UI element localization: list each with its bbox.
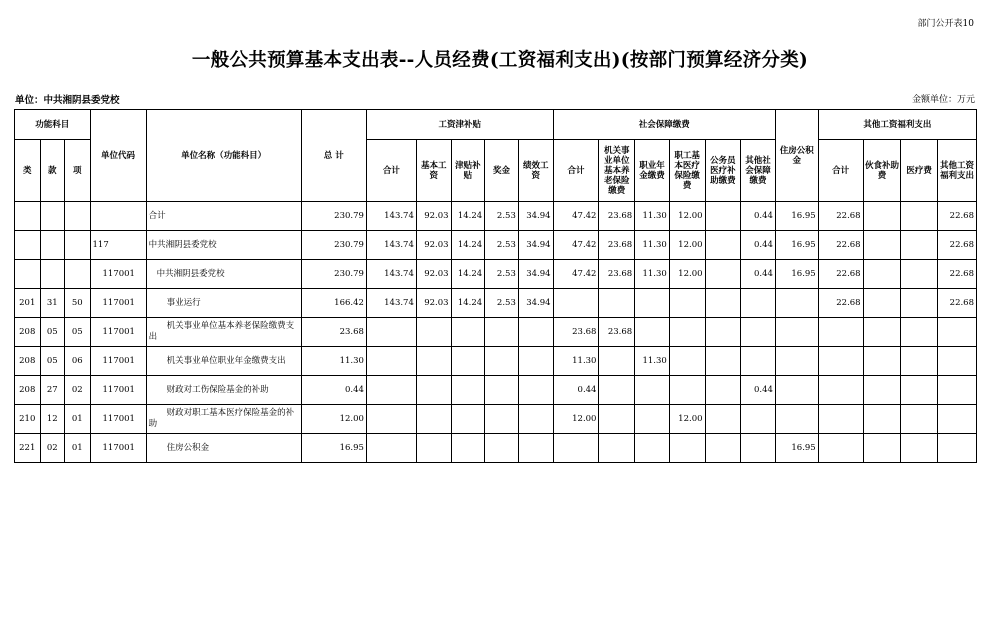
cell-civil-medical xyxy=(705,405,741,434)
header-social-total: 合计 xyxy=(553,140,599,202)
header-wage-total: 合计 xyxy=(366,140,416,202)
cell-allowance: 14.24 xyxy=(451,231,485,260)
cell-wage-total: 143.74 xyxy=(366,260,416,289)
header-total: 总 计 xyxy=(301,110,366,202)
cell-bonus xyxy=(485,405,519,434)
header-other-social: 其他社会保障缴费 xyxy=(741,140,776,202)
cell-wage-total xyxy=(366,376,416,405)
cell-xiang: 02 xyxy=(64,376,90,405)
cell-wage-total: 143.74 xyxy=(366,289,416,318)
cell-medical xyxy=(669,289,705,318)
cell-annuity: 11.30 xyxy=(635,231,670,260)
cell-other-welfare xyxy=(938,318,977,347)
cell-other-social: 0.44 xyxy=(741,202,776,231)
cell-kuan: 05 xyxy=(40,347,64,376)
cell-civil-medical xyxy=(705,231,741,260)
header-allowance: 津贴补贴 xyxy=(451,140,485,202)
cell-unit-name: 中共湘阴县委党校 xyxy=(146,231,301,260)
cell-kuan xyxy=(40,202,64,231)
cell-unit-name: 中共湘阴县委党校 xyxy=(146,260,301,289)
cell-basic-wage: 92.03 xyxy=(416,260,451,289)
cell-lei: 208 xyxy=(15,347,41,376)
header-civil-medical: 公务员医疗补助缴费 xyxy=(705,140,741,202)
cell-other-welfare xyxy=(938,434,977,463)
cell-total: 230.79 xyxy=(301,260,366,289)
header-social-group: 社会保障缴费 xyxy=(553,110,775,140)
cell-basic-wage: 92.03 xyxy=(416,202,451,231)
cell-xiang: 06 xyxy=(64,347,90,376)
cell-bonus: 2.53 xyxy=(485,260,519,289)
cell-medical-fee xyxy=(901,231,938,260)
cell-unit-code: 117 xyxy=(90,231,146,260)
header-meal: 伙食补助费 xyxy=(863,140,901,202)
table-row xyxy=(15,289,977,318)
cell-xiang: 50 xyxy=(64,289,90,318)
budget-table xyxy=(14,109,977,463)
cell-housing xyxy=(775,289,818,318)
cell-wage-total xyxy=(366,347,416,376)
cell-allowance xyxy=(451,318,485,347)
cell-xiang xyxy=(64,260,90,289)
cell-housing xyxy=(775,347,818,376)
cell-lei: 210 xyxy=(15,405,41,434)
cell-unit-code: 117001 xyxy=(90,347,146,376)
cell-basic-wage xyxy=(416,405,451,434)
header-medical: 职工基本医疗保险缴费 xyxy=(669,140,705,202)
cell-basic-wage xyxy=(416,434,451,463)
header-unit-name: 单位名称（功能科目） xyxy=(146,110,301,202)
cell-allowance xyxy=(451,405,485,434)
cell-meal xyxy=(863,202,901,231)
cell-social-total: 47.42 xyxy=(553,260,599,289)
cell-civil-medical xyxy=(705,202,741,231)
cell-xiang xyxy=(64,231,90,260)
cell-lei xyxy=(15,231,41,260)
cell-performance xyxy=(518,434,553,463)
cell-other-total: 22.68 xyxy=(818,231,863,260)
cell-kuan xyxy=(40,231,64,260)
cell-medical: 12.00 xyxy=(669,260,705,289)
cell-bonus xyxy=(485,347,519,376)
cell-medical xyxy=(669,434,705,463)
cell-social-total xyxy=(553,289,599,318)
cell-medical-fee xyxy=(901,260,938,289)
cell-civil-medical xyxy=(705,289,741,318)
cell-total: 11.30 xyxy=(301,347,366,376)
cell-xiang: 05 xyxy=(64,318,90,347)
cell-bonus xyxy=(485,434,519,463)
cell-medical xyxy=(669,347,705,376)
header-other-welfare: 其他工资福利支出 xyxy=(938,140,977,202)
cell-unit-code: 117001 xyxy=(90,405,146,434)
cell-pension: 23.68 xyxy=(599,318,635,347)
cell-kuan: 02 xyxy=(40,434,64,463)
header-basic-wage: 基本工资 xyxy=(416,140,451,202)
cell-total: 230.79 xyxy=(301,202,366,231)
cell-bonus xyxy=(485,318,519,347)
header-housing: 住房公积金 xyxy=(775,110,818,202)
cell-unit-code: 117001 xyxy=(90,434,146,463)
cell-allowance xyxy=(451,347,485,376)
cell-annuity xyxy=(635,405,670,434)
cell-social-total xyxy=(553,434,599,463)
cell-lei: 208 xyxy=(15,376,41,405)
table-row xyxy=(15,231,977,260)
cell-lei: 201 xyxy=(15,289,41,318)
cell-other-social xyxy=(741,434,776,463)
header-unit-code: 单位代码 xyxy=(90,110,146,202)
table-row xyxy=(15,202,977,231)
cell-unit-name: 财政对工伤保险基金的补助 xyxy=(146,376,301,405)
cell-medical-fee xyxy=(901,202,938,231)
header-pension: 机关事业单位基本养老保险缴费 xyxy=(599,140,635,202)
cell-wage-total xyxy=(366,318,416,347)
cell-annuity: 11.30 xyxy=(635,202,670,231)
cell-housing: 16.95 xyxy=(775,202,818,231)
cell-meal xyxy=(863,318,901,347)
cell-pension xyxy=(599,434,635,463)
cell-pension: 23.68 xyxy=(599,202,635,231)
cell-kuan xyxy=(40,260,64,289)
cell-medical xyxy=(669,318,705,347)
cell-annuity xyxy=(635,434,670,463)
cell-meal xyxy=(863,231,901,260)
cell-meal xyxy=(863,405,901,434)
cell-annuity: 11.30 xyxy=(635,260,670,289)
cell-kuan: 31 xyxy=(40,289,64,318)
cell-performance xyxy=(518,376,553,405)
cell-lei xyxy=(15,202,41,231)
table-row xyxy=(15,405,977,434)
cell-housing xyxy=(775,405,818,434)
cell-housing: 16.95 xyxy=(775,434,818,463)
cell-lei: 208 xyxy=(15,318,41,347)
cell-xiang xyxy=(64,202,90,231)
cell-annuity: 11.30 xyxy=(635,347,670,376)
cell-basic-wage: 92.03 xyxy=(416,289,451,318)
header-xiang: 项 xyxy=(64,140,90,202)
cell-other-welfare: 22.68 xyxy=(938,202,977,231)
cell-wage-total: 143.74 xyxy=(366,202,416,231)
cell-annuity xyxy=(635,376,670,405)
cell-bonus: 2.53 xyxy=(485,231,519,260)
cell-other-welfare: 22.68 xyxy=(938,260,977,289)
cell-social-total: 23.68 xyxy=(553,318,599,347)
cell-medical-fee xyxy=(901,376,938,405)
header-annuity: 职业年金缴费 xyxy=(635,140,670,202)
table-body xyxy=(15,202,977,463)
cell-pension xyxy=(599,376,635,405)
cell-basic-wage xyxy=(416,318,451,347)
cell-performance: 34.94 xyxy=(518,289,553,318)
cell-medical-fee xyxy=(901,434,938,463)
cell-allowance: 14.24 xyxy=(451,289,485,318)
page-title: 一般公共预算基本支出表--人员经费(工资福利支出)(按部门预算经济分类) xyxy=(191,50,809,71)
cell-wage-total xyxy=(366,434,416,463)
cell-total: 166.42 xyxy=(301,289,366,318)
cell-basic-wage xyxy=(416,376,451,405)
cell-other-social: 0.44 xyxy=(741,231,776,260)
cell-lei xyxy=(15,260,41,289)
cell-housing: 16.95 xyxy=(775,231,818,260)
cell-other-social: 0.44 xyxy=(741,260,776,289)
cell-medical: 12.00 xyxy=(669,202,705,231)
cell-total: 230.79 xyxy=(301,231,366,260)
cell-meal xyxy=(863,376,901,405)
table-row xyxy=(15,318,977,347)
cell-other-social xyxy=(741,347,776,376)
table-row xyxy=(15,434,977,463)
cell-meal xyxy=(863,260,901,289)
cell-other-total xyxy=(818,405,863,434)
cell-xiang: 01 xyxy=(64,405,90,434)
cell-unit-code: 117001 xyxy=(90,289,146,318)
cell-allowance xyxy=(451,376,485,405)
cell-other-welfare xyxy=(938,376,977,405)
header-lei: 类 xyxy=(15,140,41,202)
cell-social-total: 11.30 xyxy=(553,347,599,376)
cell-annuity xyxy=(635,318,670,347)
cell-housing: 16.95 xyxy=(775,260,818,289)
header-performance: 绩效工资 xyxy=(518,140,553,202)
header-other-group: 其他工资福利支出 xyxy=(818,110,976,140)
unit-label: 单位：中共湘阴县委党校 xyxy=(15,95,120,106)
cell-total: 0.44 xyxy=(301,376,366,405)
cell-civil-medical xyxy=(705,260,741,289)
cell-performance: 34.94 xyxy=(518,231,553,260)
cell-performance xyxy=(518,347,553,376)
cell-medical-fee xyxy=(901,289,938,318)
cell-unit-code: 117001 xyxy=(90,376,146,405)
form-number-label: 部门公开表10 xyxy=(917,19,974,29)
cell-other-welfare: 22.68 xyxy=(938,289,977,318)
cell-social-total: 0.44 xyxy=(553,376,599,405)
cell-pension: 23.68 xyxy=(599,231,635,260)
cell-other-total: 22.68 xyxy=(818,202,863,231)
cell-pension: 23.68 xyxy=(599,260,635,289)
cell-social-total: 12.00 xyxy=(553,405,599,434)
header-kuan: 款 xyxy=(40,140,64,202)
cell-civil-medical xyxy=(705,376,741,405)
cell-allowance xyxy=(451,434,485,463)
cell-other-social xyxy=(741,318,776,347)
cell-other-social: 0.44 xyxy=(741,376,776,405)
cell-meal xyxy=(863,289,901,318)
cell-xiang: 01 xyxy=(64,434,90,463)
cell-lei: 221 xyxy=(15,434,41,463)
cell-medical-fee xyxy=(901,405,938,434)
cell-housing xyxy=(775,376,818,405)
cell-kuan: 27 xyxy=(40,376,64,405)
table-header xyxy=(15,110,977,202)
cell-kuan: 05 xyxy=(40,318,64,347)
cell-unit-code: 117001 xyxy=(90,260,146,289)
cell-other-welfare: 22.68 xyxy=(938,231,977,260)
cell-wage-total xyxy=(366,405,416,434)
cell-unit-name: 住房公积金 xyxy=(146,434,301,463)
cell-pension xyxy=(599,347,635,376)
cell-other-total xyxy=(818,318,863,347)
cell-medical-fee xyxy=(901,318,938,347)
cell-meal xyxy=(863,434,901,463)
cell-basic-wage xyxy=(416,347,451,376)
cell-performance: 34.94 xyxy=(518,202,553,231)
cell-medical: 12.00 xyxy=(669,231,705,260)
cell-housing xyxy=(775,318,818,347)
cell-other-welfare xyxy=(938,405,977,434)
cell-other-welfare xyxy=(938,347,977,376)
cell-total: 12.00 xyxy=(301,405,366,434)
amount-unit-label: 金额单位：万元 xyxy=(911,95,975,105)
cell-bonus xyxy=(485,376,519,405)
cell-performance xyxy=(518,405,553,434)
header-other-total: 合计 xyxy=(818,140,863,202)
cell-unit-name: 合计 xyxy=(146,202,301,231)
cell-social-total: 47.42 xyxy=(553,202,599,231)
cell-other-total xyxy=(818,434,863,463)
cell-medical xyxy=(669,376,705,405)
cell-other-total: 22.68 xyxy=(818,289,863,318)
cell-basic-wage: 92.03 xyxy=(416,231,451,260)
table-row xyxy=(15,376,977,405)
cell-total: 23.68 xyxy=(301,318,366,347)
cell-other-social xyxy=(741,405,776,434)
cell-unit-code: 117001 xyxy=(90,318,146,347)
cell-civil-medical xyxy=(705,318,741,347)
cell-kuan: 12 xyxy=(40,405,64,434)
cell-meal xyxy=(863,347,901,376)
cell-annuity xyxy=(635,289,670,318)
cell-civil-medical xyxy=(705,347,741,376)
cell-unit-name: 财政对职工基本医疗保险基金的补助 xyxy=(146,405,301,434)
cell-pension xyxy=(599,289,635,318)
cell-other-total xyxy=(818,347,863,376)
cell-wage-total: 143.74 xyxy=(366,231,416,260)
cell-unit-name: 机关事业单位职业年金缴费支出 xyxy=(146,347,301,376)
cell-medical: 12.00 xyxy=(669,405,705,434)
cell-bonus: 2.53 xyxy=(485,289,519,318)
cell-civil-medical xyxy=(705,434,741,463)
cell-unit-name: 机关事业单位基本养老保险缴费支出 xyxy=(146,318,301,347)
cell-pension xyxy=(599,405,635,434)
cell-performance: 34.94 xyxy=(518,260,553,289)
cell-other-social xyxy=(741,289,776,318)
table-row xyxy=(15,347,977,376)
cell-total: 16.95 xyxy=(301,434,366,463)
header-bonus: 奖金 xyxy=(485,140,519,202)
cell-other-total xyxy=(818,376,863,405)
cell-allowance: 14.24 xyxy=(451,260,485,289)
header-medical-fee: 医疗费 xyxy=(901,140,938,202)
header-wage-group: 工资津补贴 xyxy=(366,110,553,140)
cell-other-total: 22.68 xyxy=(818,260,863,289)
cell-social-total: 47.42 xyxy=(553,231,599,260)
cell-unit-name: 事业运行 xyxy=(146,289,301,318)
header-func-subject: 功能科目 xyxy=(15,110,91,140)
cell-bonus: 2.53 xyxy=(485,202,519,231)
cell-medical-fee xyxy=(901,347,938,376)
table-row xyxy=(15,260,977,289)
cell-allowance: 14.24 xyxy=(451,202,485,231)
cell-unit-code xyxy=(90,202,146,231)
cell-performance xyxy=(518,318,553,347)
